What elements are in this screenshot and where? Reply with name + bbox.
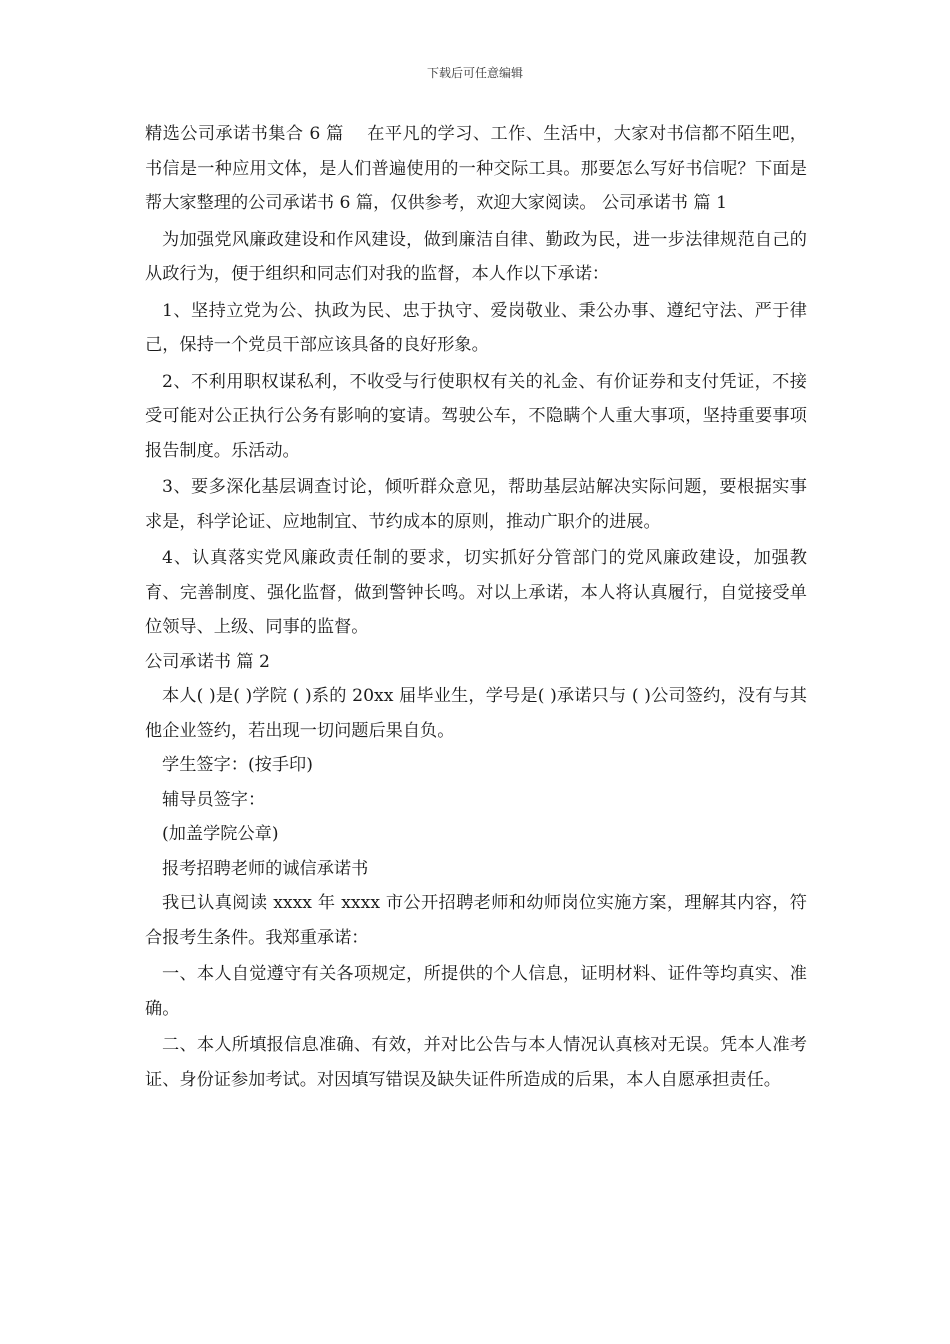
document-body [145,117,807,1097]
signature-line: 辅导员签字： [162,789,266,810]
paragraph: 我已认真阅读 xxxx 年 xxxx 市公开招聘老师和幼师岗位实施方案，理解其内容，符合报考生条件。我郑重承诺： [145,893,807,948]
list-item: 1、坚持立党为公、执政为民、忠于执守、爱岗敬业、秉公办事、遵纪守法、严于律己，保持一个党员干部应该具备的良好形象。 [145,300,807,355]
list-item: 3、要多深化基层调查讨论，倾听群众意见，帮助基层站解决实际问题，要根据实事求是，科学论证、应地制宜、节约成本的原则，推动广职介的进展。 [145,477,807,532]
page-header: 下载后可任意编辑 [426,66,523,80]
list-item: 二、本人所填报信息准确、有效，并对比公告与本人情况认真核对无误。凭本人准考证、身份证参加考试。对因填写错误及缺失证件所造成的后果，本人自愿承担责任。 [145,1035,807,1090]
list-item: 2、不利用职权谋私利，不收受与行使职权有关的礼金、有价证券和支付凭证，不接受可能对公正执行公务有影响的宴请。驾驶公车，不隐瞒个人重大事项，坚持重要事项报告制度。乐活动。 [145,371,807,461]
paragraph: 为加强党风廉政建设和作风建设，做到廉洁自律、勤政为民，进一步法律规范自己的从政行为，便于组织和同志们对我的监督，本人作以下承诺： [145,229,807,284]
list-item: 4、认真落实党风廉政责任制的要求，切实抓好分管部门的党风廉政建设，加强教育、完善制度、强化监督，做到警钟长鸣。对以上承诺，本人将认真履行，自觉接受单位领导、上级、同事的监督。 [145,548,807,637]
signature-line: 学生签字：(按手印) [162,755,313,775]
section-heading: 公司承诺书 篇 2 [145,651,270,672]
seal-line: (加盖学院公章) [162,824,279,844]
intro-paragraph: 精选公司承诺书集合 6 篇 在平凡的学习、工作、生活中，大家对书信都不陌生吧，书信是一种应用文体，是人们普遍使用的一种交际工具。那要怎么写好书信呢？下面是帮大家整理的公司承诺书 6 篇，仅供参考，欢迎大家阅读。 公司承诺书 篇 1 [145,124,807,213]
list-item: 一、本人自觉遵守有关各项规定，所提供的个人信息，证明材料、证件等均真实、准确。 [145,964,807,1019]
subsection-title: 报考招聘老师的诚信承诺书 [162,858,369,879]
paragraph: 本人( )是( )学院 ( )系的 20xx 届毕业生，学号是( )承诺只与 ( )公司签约，没有与其他企业签约，若出现一切问题后果自负。 [145,686,807,741]
